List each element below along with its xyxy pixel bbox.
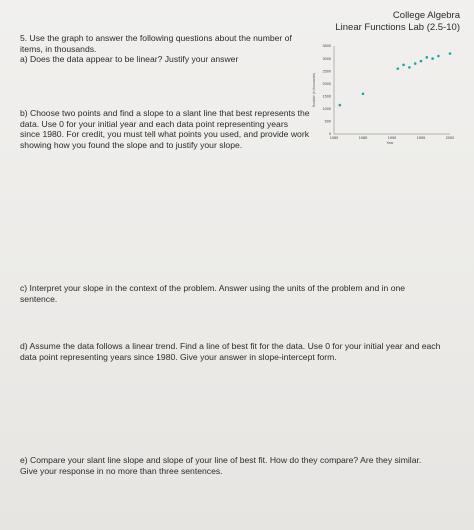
data-point	[339, 104, 342, 107]
x-tick-label: 1980	[329, 136, 339, 140]
y-tick-label: 2000	[322, 81, 331, 86]
data-point	[397, 67, 400, 70]
question-5c-block	[20, 283, 440, 304]
x-tick-label: 1995	[416, 136, 426, 140]
x-tick-label: 2000	[445, 136, 455, 140]
question-5-intro-block	[20, 33, 305, 65]
course-title: College Algebra	[392, 10, 460, 21]
x-tick-label: 1985	[358, 136, 368, 140]
question-5b: b) Choose two points and find a slope to a slant line that best represents the data. Use 0 for your initial year and each data point representing years since 1980. For credit, you must tell what points you used, and provide work showing how you found the slope and to justify your slope.	[20, 108, 310, 150]
y-tick-label: 1500	[322, 94, 331, 99]
document-header	[335, 10, 460, 34]
data-point	[449, 52, 452, 55]
data-point	[414, 62, 417, 65]
data-point	[437, 55, 440, 58]
question-5e: e) Compare your slant line slope and slope of your line of best fit. How do they compare? Are they similar. Give your response in no more than three sentences.	[20, 455, 422, 476]
question-5d-block	[20, 341, 445, 362]
lab-title: Linear Functions Lab (2.5-10)	[335, 22, 460, 33]
question-5c: c) Interpret your slope in the context of the problem. Answer using the units of the problem and in one sentence.	[20, 283, 406, 304]
data-point	[362, 92, 365, 95]
y-axis-label: Number (in thousands)	[312, 72, 316, 108]
question-5d: d) Assume the data follows a linear trend. Find a line of best fit for the data. Use 0 for your initial year and each data point representing years since 1980. Give your answer in slope-intercept form.	[20, 341, 441, 362]
y-tick-label: 2500	[322, 69, 331, 74]
y-tick-label: 1000	[322, 107, 331, 112]
question-5b-block	[20, 108, 310, 150]
y-tick-label: 0	[328, 132, 331, 137]
x-tick-label: 1990	[387, 136, 397, 140]
x-axis-label: Year	[386, 141, 394, 145]
data-point	[426, 56, 429, 59]
y-tick-label: 3500	[322, 44, 331, 49]
data-point	[408, 66, 411, 69]
question-5a: a) Does the data appear to be linear? Justify your answer	[20, 54, 239, 65]
scatter-chart	[308, 40, 458, 148]
data-point	[431, 57, 434, 60]
question-5e-block	[20, 455, 440, 476]
data-point	[420, 60, 423, 63]
scatter-chart-svg	[308, 40, 458, 148]
y-tick-label: 500	[324, 119, 331, 124]
question-5-intro: 5. Use the graph to answer the following questions about the number of items, in thousands.	[20, 33, 292, 54]
data-point	[402, 64, 405, 67]
y-tick-label: 3000	[322, 56, 331, 61]
